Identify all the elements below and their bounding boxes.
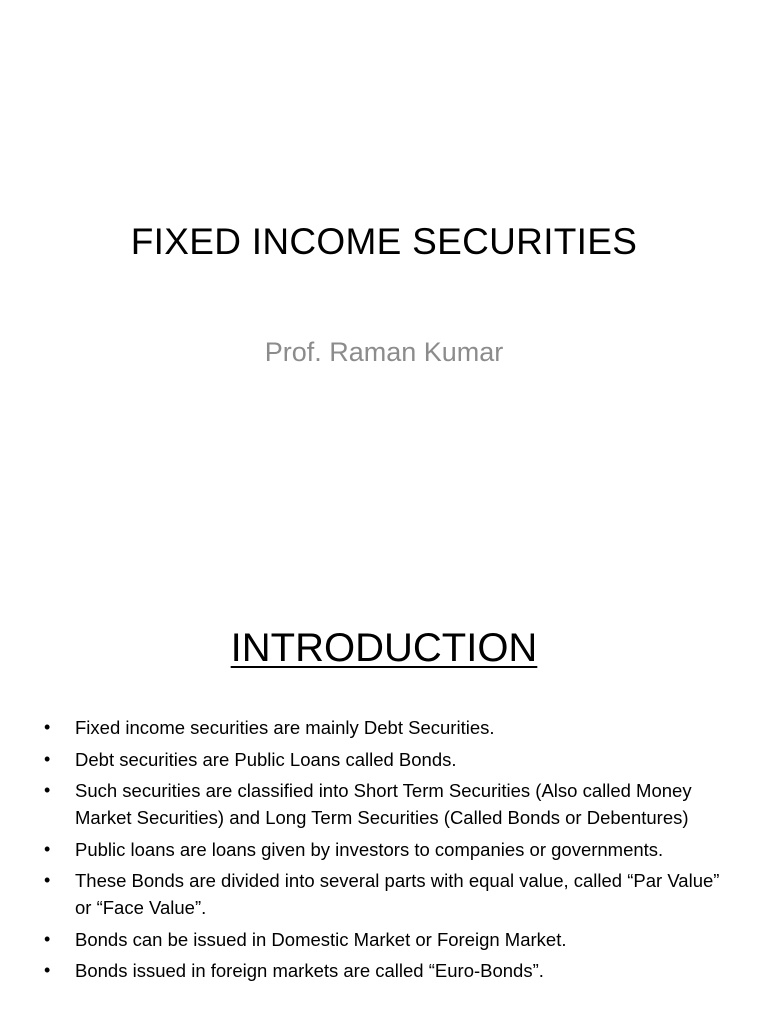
bullet-text: Such securities are classified into Short Term Securities (Also called Money Market Securities) and Long Term Securities (Called Bonds or Debentures): [75, 780, 692, 828]
bullet-icon: •: [44, 838, 51, 859]
bullet-icon: •: [44, 928, 51, 949]
slide-title: FIXED INCOME SECURITIES: [130, 221, 638, 262]
bullet-text: Bonds issued in foreign markets are called “Euro-Bonds”.: [75, 960, 544, 981]
bullet-text: Debt securities are Public Loans called Bonds.: [75, 748, 457, 770]
bullet-text: Public loans are loans given by investors to companies or governments.: [75, 838, 664, 860]
bullet-icon: •: [44, 748, 51, 769]
bullet-item: [44, 714, 734, 741]
bullet-list: [44, 714, 734, 989]
section-heading-text: INTRODUCTION: [230, 626, 538, 670]
bullet-text: Fixed income securities are mainly Debt Securities.: [75, 717, 495, 738]
bullet-icon: •: [44, 717, 51, 737]
bullet-item: [44, 957, 734, 984]
section-heading: [0, 622, 768, 674]
bullet-item: [44, 746, 734, 773]
bullet-text: These Bonds are divided into several parts with equal value, called “Par Value” or “Face Value”.: [75, 870, 720, 918]
bullet-item: [44, 836, 734, 863]
bullet-icon: •: [44, 960, 51, 980]
slide-subtitle-author: Prof. Raman Kumar: [264, 337, 504, 367]
bullet-icon: •: [44, 780, 51, 800]
introduction-slide: [0, 576, 768, 1024]
bullet-item: [44, 777, 734, 831]
bullet-text: Bonds can be issued in Domestic Market or Foreign Market.: [75, 928, 567, 950]
bullet-icon: •: [44, 870, 51, 890]
bullet-item: [44, 867, 734, 921]
bullet-item: [44, 926, 734, 953]
